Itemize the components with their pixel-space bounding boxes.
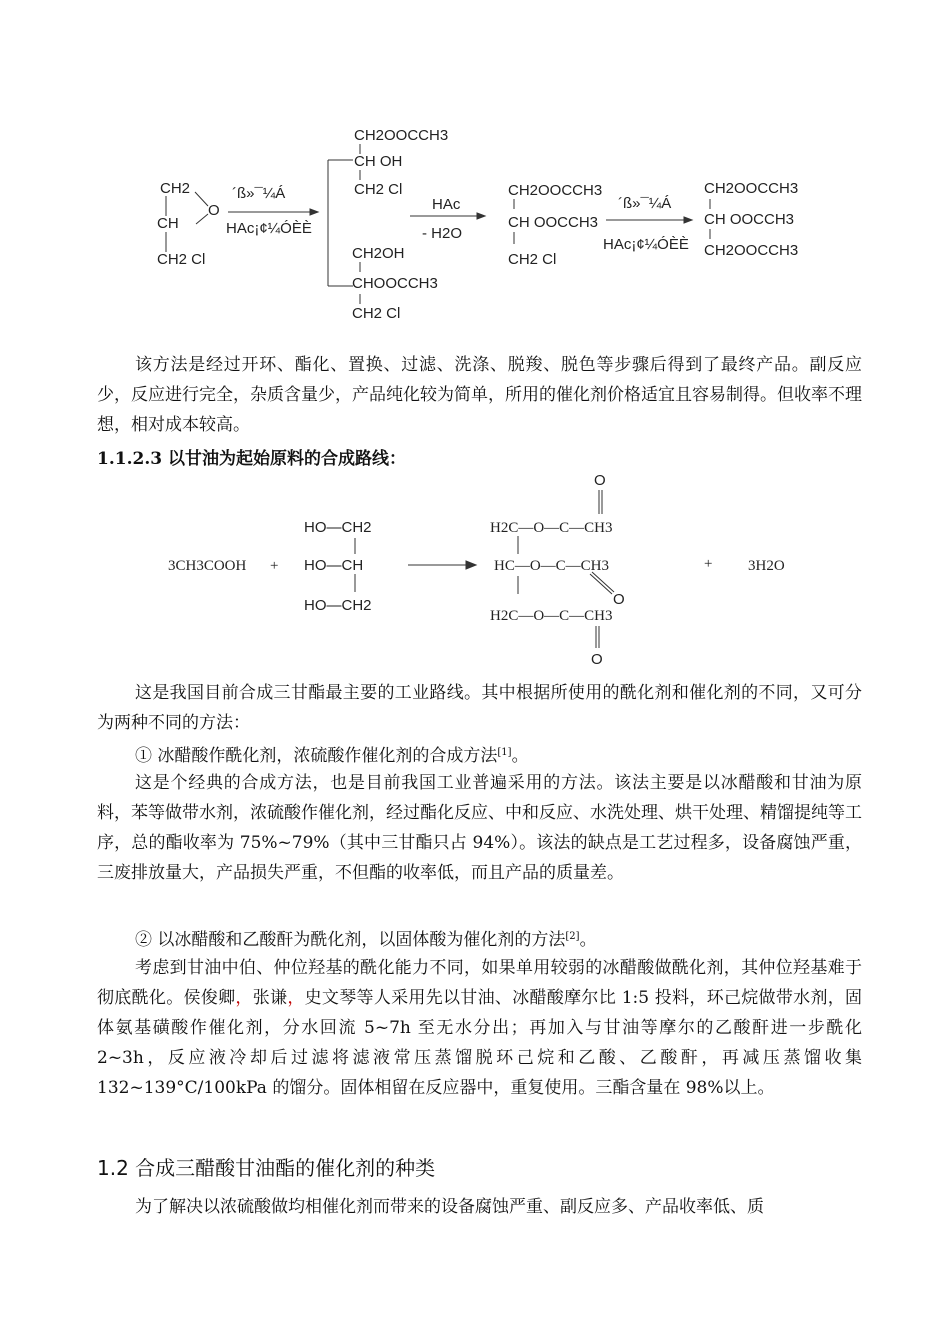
- section-heading-catalysts: 1.2 合成三醋酸甘油酯的催化剂的种类: [97, 1156, 436, 1180]
- reactant-ch2cl: CH2 Cl: [157, 251, 206, 268]
- red-comma-2: ，: [287, 988, 305, 1008]
- lower-product-row3: CH2 Cl: [352, 305, 401, 322]
- reactant-ch: CH: [157, 215, 179, 232]
- paragraph-acylation-method: [97, 953, 862, 1103]
- plus-sign-1: +: [270, 558, 279, 574]
- method-1-text: ① 冰醋酸作酰化剂，浓硫酸作催化剂的合成方法: [135, 746, 498, 766]
- arrow3-top-label: ´ß»¯¼Á: [618, 195, 672, 212]
- final-product-row2: CH OOCCH3: [704, 211, 795, 228]
- arrow1-bottom-label: HAc¡¢¼ÓÈÈ: [226, 220, 312, 237]
- reactant-ch2: CH2: [160, 180, 191, 197]
- lower-product-row2: CHOOCCH3: [352, 275, 438, 292]
- acetic-acid-reagent: 3CH3COOH: [168, 558, 247, 574]
- carbonyl-oxygen-bottom: O: [591, 651, 603, 668]
- subsection-heading-glycerol-route: 1.1.2.3 以甘油为起始原料的合成路线：: [97, 449, 406, 469]
- upper-product-row1: CH2OOCCH3: [354, 127, 449, 144]
- middle-product-row3: CH2 Cl: [508, 251, 557, 268]
- arrow2-top-label: HAc: [432, 196, 461, 213]
- para4-part-a: 考虑到甘油中伯、仲位羟基的酰化能力不同，如果单用较弱的冰醋酸做酰化剂，其仲位羟基难于彻底酰化。侯俊卿: [97, 958, 862, 1008]
- method-2-text: ② 以冰醋酸和乙酸酐为酰化剂，以固体酸为催化剂的方法: [135, 930, 566, 950]
- glycerol-row2: HO—CH: [304, 557, 364, 574]
- plus-sign-2: +: [704, 556, 713, 572]
- red-comma: ，: [235, 988, 253, 1008]
- list-item-method-2: [97, 922, 862, 955]
- para4-part-b: 张谦: [252, 988, 288, 1008]
- middle-product-row1: CH2OOCCH3: [508, 182, 603, 199]
- water-product: 3H2O: [748, 558, 785, 574]
- citation-2: [2]: [565, 931, 580, 942]
- carbonyl-oxygen-middle: O: [613, 591, 625, 608]
- lower-product-row1: CH2OH: [352, 245, 405, 262]
- arrow2-bottom-label: - H2O: [422, 225, 463, 242]
- reactant-o: O: [208, 202, 220, 219]
- upper-product-row3: CH2 Cl: [354, 181, 403, 198]
- citation-1: [1]: [497, 747, 512, 758]
- arrow1-top-label: ´ß»¯¼Á: [232, 185, 286, 202]
- arrow3-bottom-label: HAc¡¢¼ÓÈÈ: [603, 236, 689, 253]
- para4-part-c: 史文琴等人采用先以甘油、冰醋酸摩尔比 1:5 投料，环己烷做带水剂，固体氨基磺酸作催化剂，分水回流 5~7h 至无水分出；再加入与甘油等摩尔的乙酸酐进一步酰化 2~3h，反应液冷却后过滤将滤液常压蒸馏脱环己烷和乙酸、乙酸酐，再减压蒸馏收集 132~139°C/100kPa 的馏分。固体相留在反应器中，重复使用。三酯含量在 98%以上。: [97, 988, 863, 1098]
- method-1-end: 。: [511, 746, 529, 766]
- paragraph-catalyst-intro: 为了解决以浓硫酸做均相催化剂而带来的设备腐蚀严重、副反应多、产品收率低、质: [135, 1197, 764, 1217]
- glycerol-row3: HO—CH2: [304, 597, 372, 614]
- paragraph-method-description: 该方法是经过开环、酯化、置换、过滤、洗涤、脱羧、脱色等步骤后得到了最终产品。副反应少，反应进行完全，杂质含量少，产品纯化较为简单，所用的催化剂价格适宜且容易制得。但收率不理想，相对成本较高。: [97, 355, 862, 435]
- middle-product-row2: CH OOCCH3: [508, 214, 599, 231]
- list-item-method-1: [97, 738, 862, 771]
- final-product-row1: CH2OOCCH3: [704, 180, 799, 197]
- triacetin-row3: H2C—O—C—CH3: [490, 608, 613, 624]
- triacetin-row1: H2C—O—C—CH3: [490, 520, 613, 536]
- final-product-row3: CH2OOCCH3: [704, 242, 799, 259]
- reaction-scheme-glycerol: [0, 470, 950, 670]
- paragraph-classic-method: 这是个经典的合成方法，也是目前我国工业普遍采用的方法。该法主要是以冰醋酸和甘油为原料，苯等做带水剂，浓硫酸作催化剂，经过酯化反应、中和反应、水洗处理、烘干处理、精馏提纯等工序，总的酯收率为 75%~79%（其中三甘酯只占 94%）。该法的缺点是工艺过程多，设备腐蚀严重，三废排放量大，产品损失严重，不但酯的收率低，而且产品的质量差。: [97, 773, 862, 883]
- upper-product-row2: CH OH: [354, 153, 403, 170]
- method-2-end: 。: [579, 930, 597, 950]
- glycerol-row1: HO—CH2: [304, 519, 372, 536]
- carbonyl-oxygen-top: O: [594, 472, 606, 489]
- triacetin-row2: HC—O—C—CH3: [494, 558, 610, 574]
- paragraph-industrial-route: 这是我国目前合成三甘酯最主要的工业路线。其中根据所使用的酰化剂和催化剂的不同，又可分为两种不同的方法：: [97, 683, 862, 733]
- reaction-scheme-epichlorohydrin: [0, 0, 950, 340]
